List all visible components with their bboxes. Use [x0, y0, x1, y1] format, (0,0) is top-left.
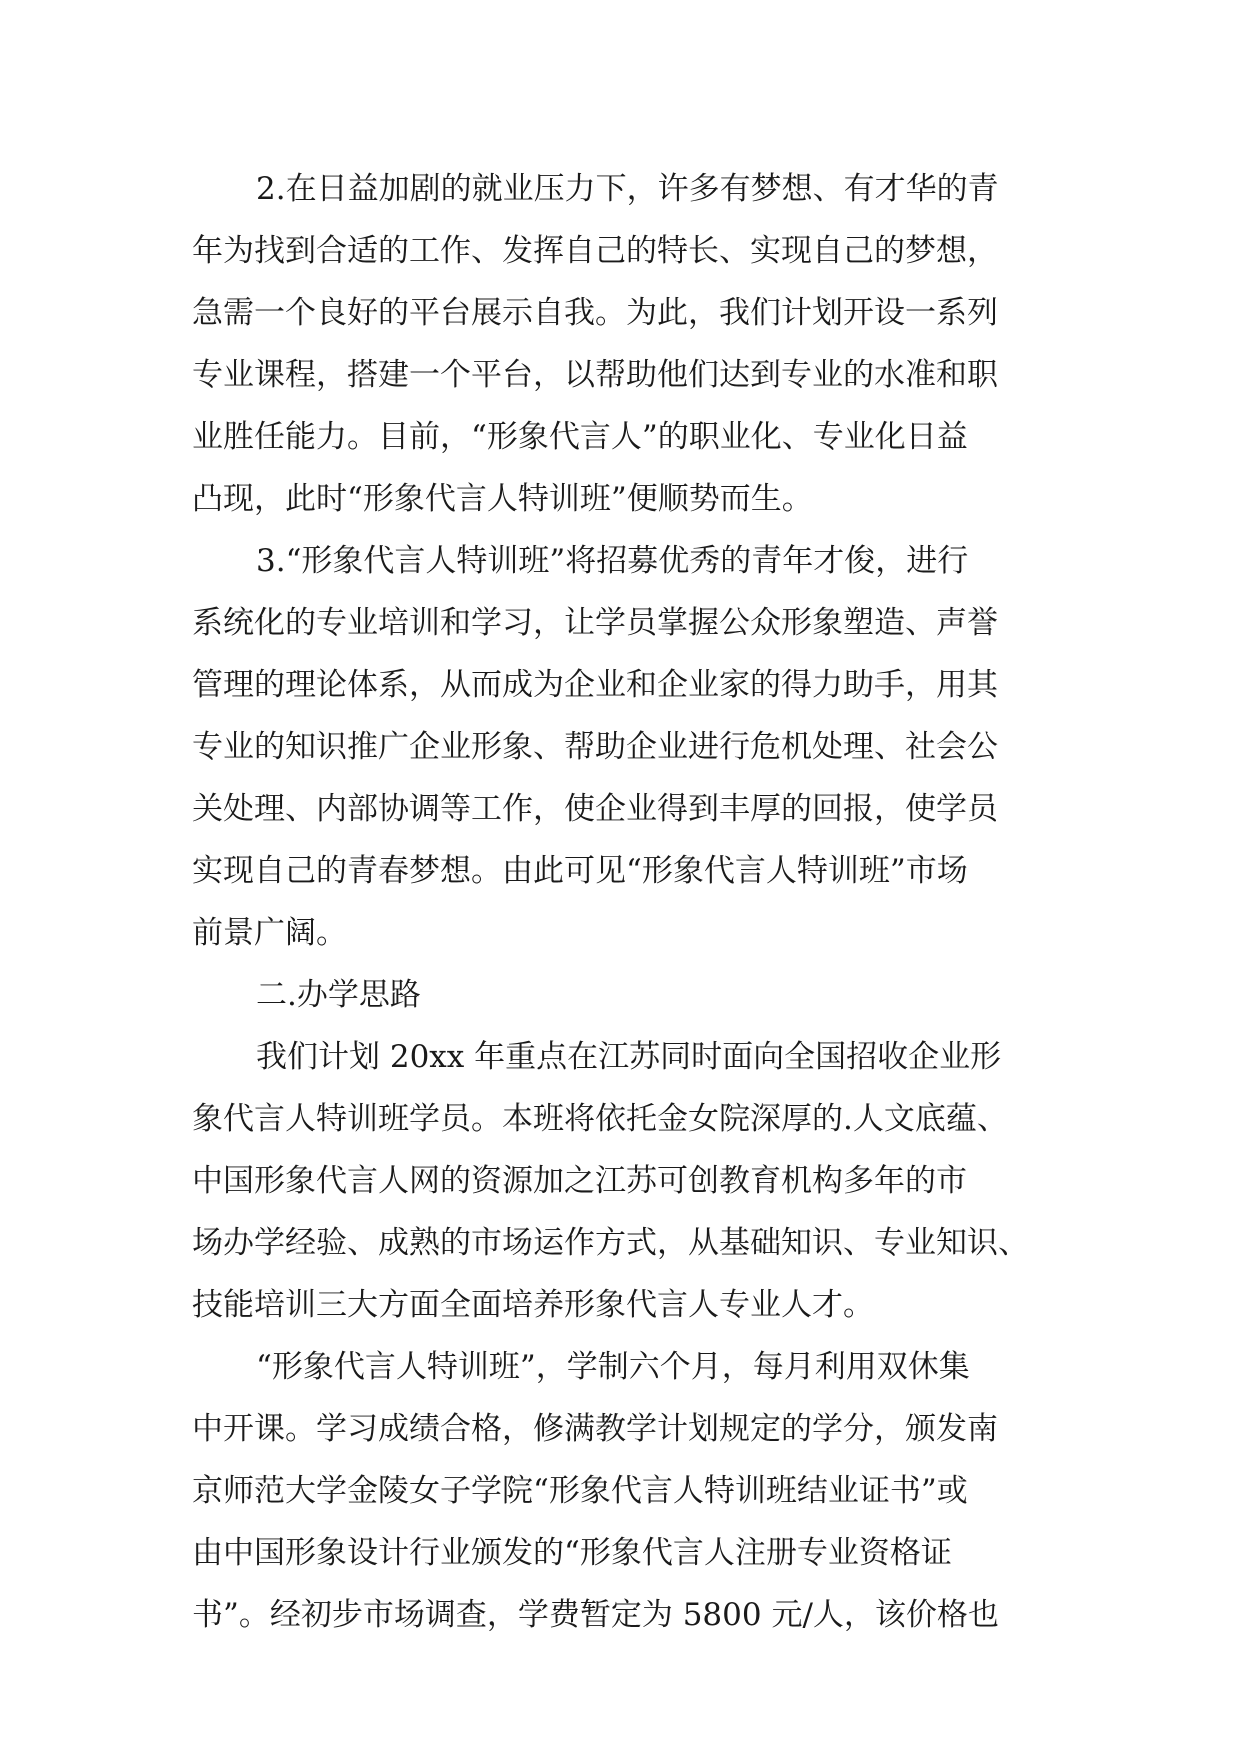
text-line: 3.“形象代言人特训班”将招募优秀的青年才俊，进行	[256, 543, 969, 579]
text-line: 年为找到合适的工作、发挥自己的特长、实现自己的梦想，	[192, 233, 998, 269]
text-line: “形象代言人特训班”，学制六个月，每月利用双休集	[256, 1349, 970, 1385]
text-line: 象代言人特训班学员。本班将依托金女院深厚的.人文底蕴、	[192, 1101, 1008, 1137]
text-line: 业胜任能力。目前，“形象代言人”的职业化、专业化日益	[192, 419, 968, 455]
text-line: 关处理、内部协调等工作，使企业得到丰厚的回报，使学员	[192, 791, 998, 827]
text-line: 实现自己的青春梦想。由此可见“形象代言人特训班”市场	[192, 853, 968, 889]
text-line: 前景广阔。	[192, 915, 347, 951]
text-line: 专业课程，搭建一个平台，以帮助他们达到专业的水准和职	[192, 357, 998, 393]
text-line: 我们计划 20xx 年重点在江苏同时面向全国招收企业形	[256, 1039, 1002, 1075]
body-text	[192, 158, 1050, 1646]
text-line: 京师范大学金陵女子学院“形象代言人特训班结业证书”或	[192, 1473, 968, 1509]
text-line: 凸现，此时“形象代言人特训班”便顺势而生。	[192, 481, 813, 517]
text-line: 系统化的专业培训和学习，让学员掌握公众形象塑造、声誉	[192, 605, 998, 641]
text-line: 急需一个良好的平台展示自我。为此，我们计划开设一系列	[192, 295, 998, 331]
text-line: 专业的知识推广企业形象、帮助企业进行危机处理、社会公	[192, 729, 998, 765]
text-line: 由中国形象设计行业颁发的“形象代言人注册专业资格证	[192, 1535, 952, 1571]
text-line: 管理的理论体系，从而成为企业和企业家的得力助手，用其	[192, 667, 998, 703]
text-line: 二.办学思路	[256, 977, 421, 1013]
text-line: 场办学经验、成熟的市场运作方式，从基础知识、专业知识、	[192, 1225, 1029, 1261]
text-line: 书”。经初步市场调查，学费暂定为 5800 元/人，该价格也	[192, 1597, 999, 1633]
text-line: 技能培训三大方面全面培养形象代言人专业人才。	[192, 1287, 874, 1323]
text-line: 中国形象代言人网的资源加之江苏可创教育机构多年的市	[192, 1163, 967, 1199]
text-line: 2.在日益加剧的就业压力下，许多有梦想、有才华的青	[256, 171, 999, 207]
text-line: 中开课。学习成绩合格，修满教学计划规定的学分，颁发南	[192, 1411, 998, 1447]
